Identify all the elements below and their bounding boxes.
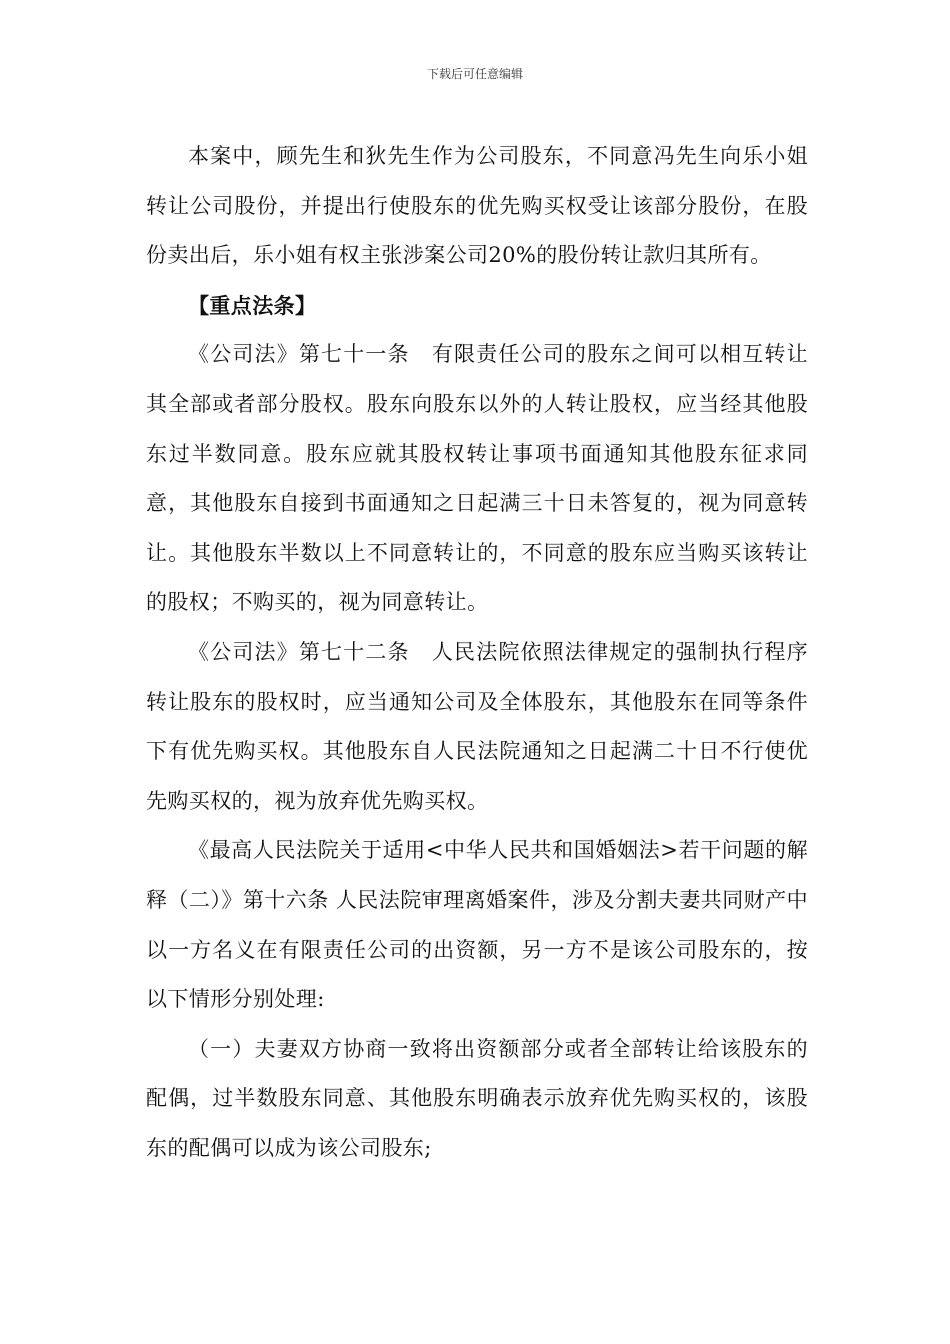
company-law-article-72: 《公司法》第七十二条 人民法院依照法律规定的强制执行程序转让股东的股权时，应当通知公司及全体股东，其他股东在同等条件下有优先购买权。其他股东自人民法院通知之日起满二十日不行使优先购买权的，视为放弃优先购买权。 <box>146 639 808 813</box>
company-law-article-71: 《公司法》第七十一条 有限责任公司的股东之间可以相互转让其全部或者部分股权。股东向股东以外的人转让股权，应当经其他股东过半数同意。股东应就其股权转让事项书面通知其他股东征求同意，其他股东自接到书面通知之日起满三十日未答复的，视为同意转让。其他股东半数以上不同意转让的，不同意的股东应当购买该转让的股权；不购买的，视为同意转让。 <box>146 342 808 615</box>
case-conclusion-paragraph: 本案中，顾先生和狄先生作为公司股东，不同意冯先生向乐小姐转让公司股份，并提出行使股东的优先购买权受让该部分股份，在股份卖出后，乐小姐有权主张涉案公司20%的股份转让款归其所有。 <box>146 144 808 268</box>
page-header: 下载后可任意编辑 <box>426 67 523 81</box>
judicial-interpretation-article-16: 《最高人民法院关于适用<中华人民共和国婚姻法>若干问题的解释（二）》第十六条 人民法院审理离婚案件，涉及分割夫妻共同财产中以一方名义在有限责任公司的出资额，另一方不是该公司股东的，按以下情形分别处理: <box>146 838 808 1012</box>
key-law-heading: 【重点法条】 <box>188 292 317 318</box>
document-body <box>146 132 808 1173</box>
item-one-paragraph: （一）夫妻双方协商一致将出资额部分或者全部转让给该股东的配偶，过半数股东同意、其他股东明确表示放弃优先购买权的，该股东的配偶可以成为该公司股东; <box>146 1036 808 1160</box>
